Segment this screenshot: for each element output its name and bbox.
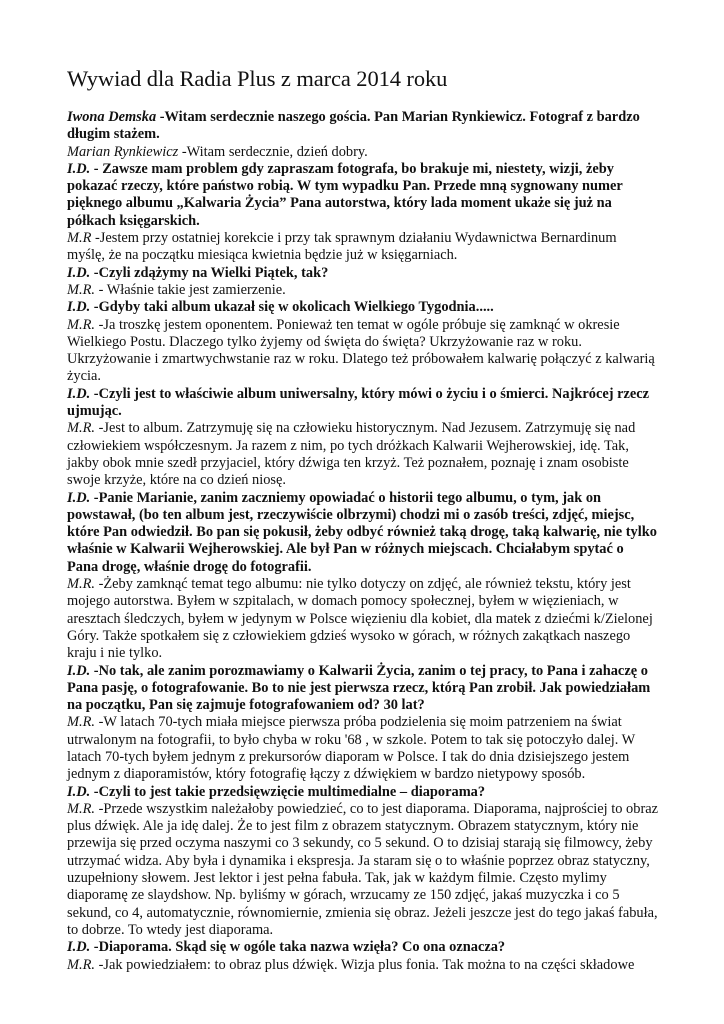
question-paragraph [67, 386, 658, 421]
speaker-label: I.D. [67, 939, 91, 956]
answer-paragraph [67, 714, 658, 783]
utterance-text: -Czyli jest to właściwie album uniwersalny, który mówi o życiu i o śmierci. Najkrócej rzecz ujmując. [67, 385, 650, 420]
question-paragraph [67, 939, 658, 956]
utterance-text: -Czyli to jest takie przedsięwzięcie multimedialne – diaporama? [90, 783, 486, 800]
speaker-label: I.D. [67, 385, 91, 402]
speaker-label: I.D. [67, 299, 91, 316]
utterance-text: - Zawsze mam problem gdy zapraszam fotografa, bo brakuje mi, niestety, wizji, żeby pokazać rzeczy, które państwo robią. W tym wypadku Pan. Przede mną sygnowany numer pięknego albumu „Kalwaria Życia” Pana autorstwa, który lada moment ukaże się już na półkach księgarskich. [67, 160, 623, 229]
document-title: Wywiad dla Radia Plus z marca 2014 roku [67, 66, 448, 91]
utterance-text: -Gdyby taki album ukazał się w okolicach Wielkiego Tygodnia..... [90, 299, 494, 316]
speaker-label: Iwona Demska [67, 109, 157, 125]
answer-paragraph [67, 230, 658, 265]
question-paragraph [67, 663, 658, 715]
speaker-label: I.D. [67, 783, 91, 800]
utterance-text: -W latach 70-tych miała miejsce pierwsza próba podzielenia się moim patrzeniem na świat utrwalonym na fotografii, to było chyba w roku '68 , w szkole. Potem to tak się potoczyło dalej. W latach 70-tych byłem jednym z prekursorów diaporam w Polsce. I tak do dnia dzisiejszego jestem jednym z diaporamistów, który fotografię łączy z dźwiękiem w bardzo nietypowy sposób. [67, 714, 635, 783]
utterance-text: -Żeby zamknąć temat tego albumu: nie tylko dotyczy on zdjęć, ale również tekstu, który jest mojego autorstwa. Byłem w szpitalach, w domach pomocy społecznej, byłem w więzieniach, w aresztach śledczych, byłem w jedynym w Polsce więzieniu dla kobiet, dla matek z dziećmi k/Zielonej Góry. Także spotkałem się z człowiekiem gdzieś wysoko w górach, w różnych zakątkach naszego kraju i nie tylko. [67, 576, 653, 662]
speaker-label: M.R. [67, 956, 95, 973]
speaker-label: M.R. [67, 316, 95, 333]
utterance-text: -Diaporama. Skąd się w ogóle taka nazwa wzięła? Co ona oznacza? [90, 939, 506, 956]
utterance-text: -Panie Marianie, zanim zaczniemy opowiadać o historii tego albumu, o tym, jak on powstawał, (bo ten album jest, rzeczywiście olbrzymi) chodzi mi o zasób treści, zdjęć, miejsc, które Pan odwiedził. Bo pan się pokusił, żeby odbyć również taką drogę, taką kalwarię, nie tylko właśnie w Kalwarii Wejherowskiej. Ale był Pan w różnych miejscach. Chciałabym spytać o Pana drogę, właśnie drogę do fotografii. [67, 489, 657, 575]
utterance-text: -Witam serdecznie, dzień dobry. [178, 143, 368, 160]
speaker-label: Marian Rynkiewicz [67, 143, 179, 160]
question-paragraph [67, 784, 658, 801]
speaker-label: M.R [67, 230, 92, 247]
speaker-label: M.R. [67, 420, 95, 437]
utterance-text: -Ja troszkę jestem oponentem. Ponieważ ten temat w ogóle próbuje się zamknąć w okresie Wielkiego Postu. Dlaczego tylko żyjemy od święta do święta? Ukrzyżowanie raz w roku. Ukrzyżowanie i zmartwychwstanie raz w roku. Dlatego też próbowałem kalwarię połączyć z kalwarią życia. [67, 316, 655, 385]
question-paragraph [67, 299, 658, 316]
speaker-label: M.R. [67, 576, 95, 593]
answer-paragraph [67, 420, 658, 489]
answer-paragraph [67, 317, 658, 386]
interview-body [67, 109, 658, 974]
utterance-text: -Witam serdecznie naszego gościa. Pan Marian Rynkiewicz. Fotograf z bardzo długim stażem. [67, 109, 640, 143]
utterance-text: - Właśnie takie jest zamierzenie. [94, 281, 286, 298]
speaker-label: M.R. [67, 800, 95, 817]
speaker-label: M.R. [67, 714, 95, 731]
answer-paragraph [67, 144, 658, 161]
utterance-text: -Jak powiedziałem: to obraz plus dźwięk. Wizja plus fonia. Tak można to na części składowe [94, 956, 635, 973]
utterance-text: -Przede wszystkim należałoby powiedzieć, co to jest diaporama. Diaporama, najprościej to obraz plus dźwięk. Ale ja idę dalej. Że to jest film z obrazem statycznym. Obrazem statycznym, który nie przewija się przed oczyma naszymi co 3 sekundy, co 5 sekund. O to dzisiaj starają się filmowcy, żeby utrzymać widza. Aby była i dynamika i ekspresja. Ja staram się o to właśnie poprzez obraz statyczny, uzupełniony słowem. Jest lektor i jest pełna fabuła. Tak, jak w każdym filmie. Często mylimy diaporamę ze slaydshow. Np. byliśmy w górach, wrzucamy ze 150 zdjęć, jakaś muzyczka i co 5 sekund, co 4, automatycznie, równomiernie, zmienia się obraz. Jeżeli jeszcze jest do tego jakaś fabuła, to dobrze. To wtedy jest diaporama. [67, 800, 659, 938]
question-paragraph [67, 161, 658, 230]
speaker-label: I.D. [67, 160, 91, 177]
answer-paragraph [67, 801, 658, 939]
answer-paragraph [67, 576, 658, 662]
utterance-text: -Czyli zdążymy na Wielki Piątek, tak? [90, 264, 329, 281]
utterance-text: -No tak, ale zanim porozmawiamy o Kalwarii Życia, zanim o tej pracy, to Pana i zahaczę o Pana pasję, o fotografowanie. Bo to nie jest pierwsza rzecz, którą Pan zrobił. Jak powiedziałam na początku, Pan się zajmuje fotografowaniem od? 30 lat? [67, 662, 651, 714]
speaker-label: M.R. [67, 281, 95, 298]
speaker-label: I.D. [67, 264, 91, 281]
speaker-label: I.D. [67, 489, 91, 506]
question-paragraph [67, 490, 658, 576]
question-paragraph [67, 109, 658, 144]
utterance-text: -Jest to album. Zatrzymuję się na człowieku historycznym. Nad Jezusem. Zatrzymuję się nad człowiekiem współczesnym. Ja razem z nim, po tych dróżkach Kalwarii Wejherowskiej, idę. Tak, jakby obok mnie szedł przyjaciel, który dźwiga ten krzyż. Też poznałem, poznaję i znam osobiste swoje krzyże, które na co dzień niosę. [67, 420, 636, 489]
answer-paragraph [67, 957, 658, 974]
speaker-label: I.D. [67, 662, 91, 679]
answer-paragraph [67, 282, 658, 299]
question-paragraph [67, 265, 658, 282]
utterance-text: -Jestem przy ostatniej korekcie i przy tak sprawnym działaniu Wydawnictwa Bernardinum myślę, że na początku miesiąca kwietnia będzie już w księgarniach. [67, 230, 617, 264]
